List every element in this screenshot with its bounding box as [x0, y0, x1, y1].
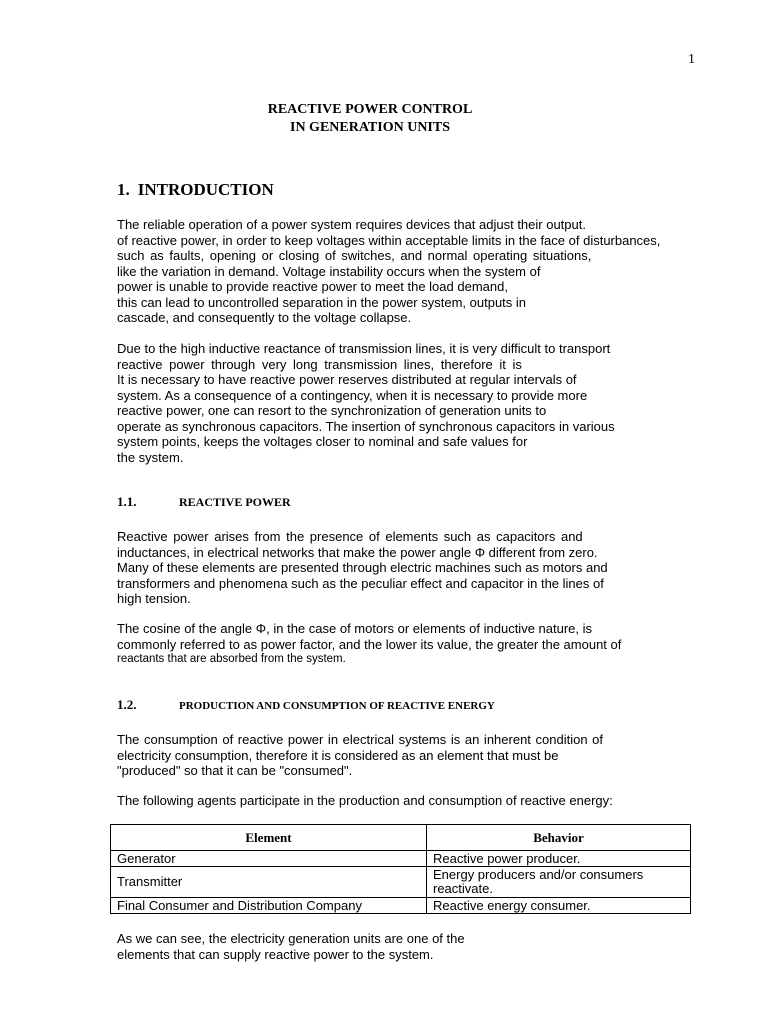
section-heading-reactive-power [117, 494, 291, 510]
text-line: elements that can supply reactive power to the system. [117, 946, 434, 962]
table-cell: Final Consumer and Distribution Company [111, 898, 427, 914]
page-number: 1 [688, 52, 695, 67]
table-cell: Transmitter [111, 867, 427, 898]
section-number: 1.1. [117, 494, 137, 509]
section-number: 1.2. [117, 697, 137, 712]
text-line: As we can see, the electricity generation units are one of the [117, 931, 465, 946]
text-line: The following agents participate in the production and consumption of reactive energy: [117, 793, 613, 808]
section-number: 1. [117, 180, 130, 199]
text-line: like the variation in demand. Voltage instability occurs when the system of [117, 263, 541, 279]
text-line: this can lead to uncontrolled separation in the power system, outputs in [117, 294, 527, 310]
text-line: Reactive power arises from the presence of elements such as capacitors and [117, 529, 583, 544]
document-title [0, 101, 740, 137]
section-title: INTRODUCTION [137, 180, 274, 199]
text-line: cascade, and consequently to the voltage collapse. [117, 310, 412, 325]
text-line: high tension. [117, 591, 191, 606]
text-line: Due to the high inductive reactance of transmission lines, it is very difficult to transport [117, 341, 611, 356]
text-line: reactants that are absorbed from the system. [117, 653, 346, 665]
text-line: "produced" so that it can be "consumed". [117, 763, 353, 778]
cell-line: Energy producers and/or consumers [433, 867, 644, 882]
section-title: REACTIVE POWER [179, 495, 291, 509]
reactive-power-paragraph-1 [117, 529, 608, 607]
text-line: electricity consumption, therefore it is considered as an element that must be [117, 747, 559, 763]
text-line: reactive power through very long transmission lines, therefore it is [117, 356, 522, 372]
column-header-element: Element [111, 825, 427, 851]
text-line: Many of these elements are presented through electric machines such as motors and [117, 560, 608, 575]
table-header-row [111, 825, 691, 851]
section-heading-production-consumption [117, 697, 495, 713]
column-header-behavior: Behavior [427, 825, 691, 851]
agents-table [110, 824, 691, 914]
cell-line: reactivate. [433, 881, 493, 896]
production-paragraph-2 [117, 793, 613, 809]
text-line: transformers and phenomena such as the peculiar effect and capacitor in the lines of [117, 575, 604, 591]
text-line: operate as synchronous capacitors. The insertion of synchronous capacitors in various [117, 418, 615, 434]
table-row [111, 867, 691, 898]
table-cell: Reactive power producer. [427, 851, 691, 867]
text-line: such as faults, opening or closing of switches, and normal operating situations, [117, 248, 592, 263]
text-line: The consumption of reactive power in electrical systems is an inherent condition of [117, 732, 604, 747]
text-line: the system. [117, 449, 184, 465]
section-heading-introduction [117, 180, 274, 200]
text-line: system points, keeps the voltages closer to nominal and safe values for [117, 434, 528, 449]
text-line: It is necessary to have reactive power reserves distributed at regular intervals of [117, 372, 577, 387]
text-line: of reactive power, in order to keep voltages within acceptable limits in the face of disturbances, [117, 232, 661, 248]
table-cell [427, 867, 691, 898]
text-line: commonly referred to as power factor, and the lower its value, the greater the amount of [117, 636, 622, 652]
table-cell: Reactive energy consumer. [427, 898, 691, 914]
production-paragraph-3 [117, 931, 465, 962]
intro-paragraph-2 [117, 341, 615, 465]
intro-paragraph-1 [117, 217, 660, 326]
title-line-2: IN GENERATION UNITS [290, 120, 450, 135]
title-line-1: REACTIVE POWER CONTROL [267, 102, 473, 117]
text-line: reactive power, one can resort to the synchronization of generation units to [117, 403, 547, 418]
reactive-power-paragraph-2 [117, 621, 621, 668]
text-line: The reliable operation of a power system requires devices that adjust their output. [117, 217, 586, 232]
production-paragraph-1 [117, 732, 603, 779]
text-line: system. As a consequence of a contingency, when it is necessary to provide more [117, 387, 588, 403]
table-row [111, 898, 691, 914]
section-title: PRODUCTION AND CONSUMPTION OF REACTIVE ENERGY [179, 700, 495, 712]
text-line: power is unable to provide reactive power to meet the load demand, [117, 279, 508, 294]
table-cell: Generator [111, 851, 427, 867]
text-line: inductances, in electrical networks that make the power angle Φ different from zero. [117, 544, 598, 560]
text-line: The cosine of the angle Φ, in the case of motors or elements of inductive nature, is [117, 621, 593, 636]
table-row [111, 851, 691, 867]
